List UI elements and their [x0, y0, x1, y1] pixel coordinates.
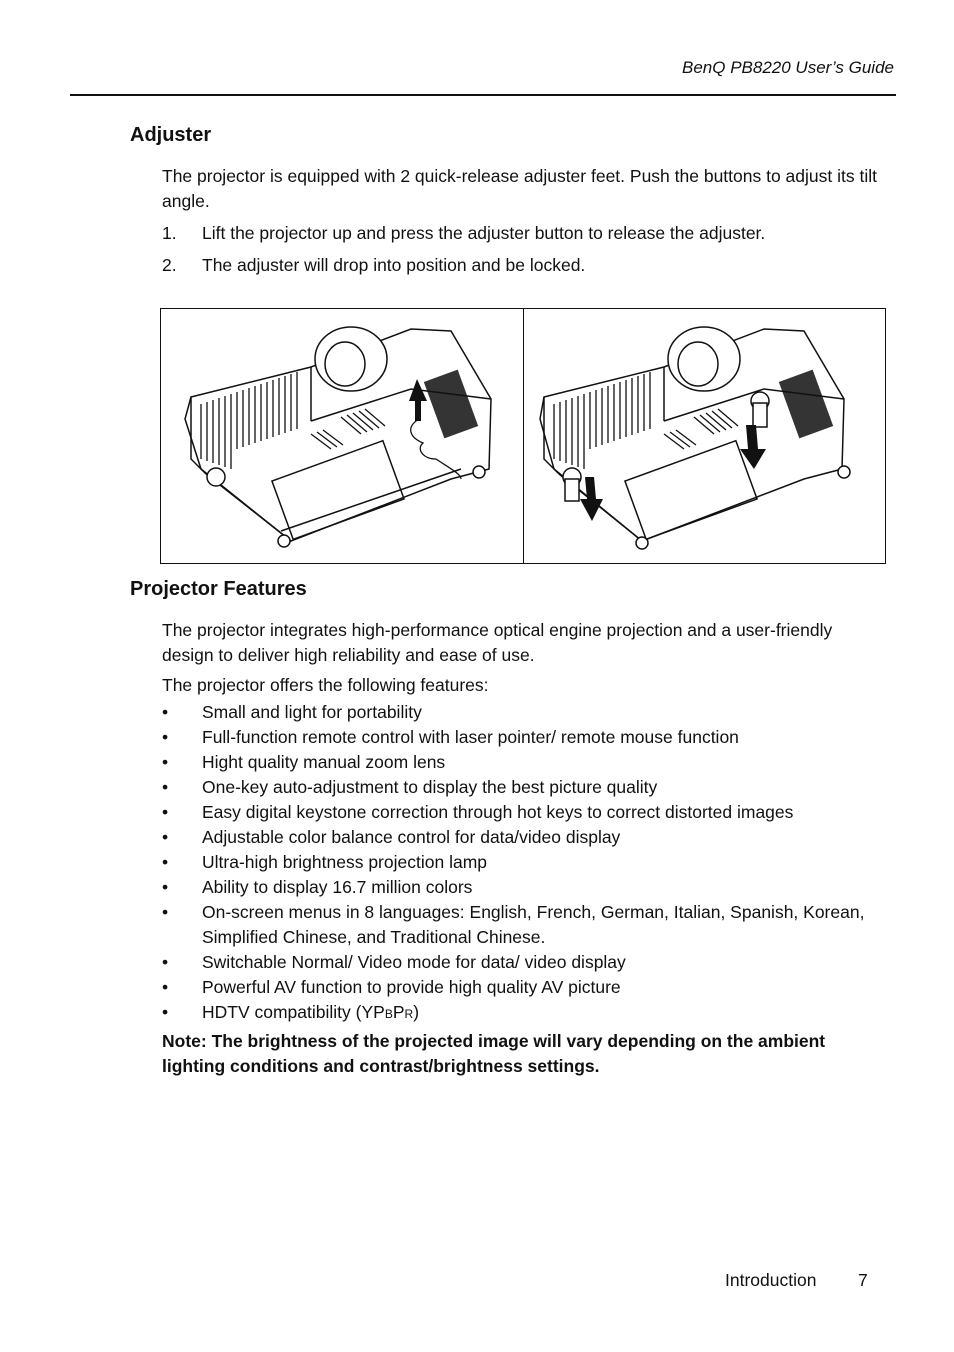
bullet: • — [162, 1002, 169, 1022]
feature-text: Ultra-high brightness projection lamp — [202, 852, 487, 872]
bullet: • — [162, 752, 169, 772]
footer-section: Introduction — [725, 1270, 817, 1290]
bullet: • — [162, 877, 169, 897]
bullet: • — [162, 852, 169, 872]
feature-text: Hight quality manual zoom lens — [202, 752, 446, 772]
features-lead: The projector offers the following features: — [162, 675, 489, 695]
page-number: 7 — [858, 1270, 868, 1290]
brightness-note: Note: The brightness of the projected image will vary depending on the ambient lighting conditions and contrast/brightness settings. — [162, 1031, 826, 1076]
bullet: • — [162, 977, 169, 997]
step-text: The adjuster will drop into position and be locked. — [202, 255, 586, 275]
feature-text: Full-function remote control with laser pointer/ remote mouse function — [202, 727, 739, 747]
bullet: • — [162, 777, 169, 797]
bullet: • — [162, 802, 169, 822]
header-title: BenQ PB8220 User’s Guide — [682, 58, 894, 77]
feature-text-hdtv: HDTV compatibility (YPBPR) — [202, 1002, 420, 1022]
bullet: • — [162, 702, 169, 722]
features-heading: Projector Features — [130, 578, 307, 600]
feature-text: Ability to display 16.7 million colors — [202, 877, 473, 897]
bullet: • — [162, 902, 169, 922]
feature-text: Easy digital keystone correction through hot keys to correct distorted images — [202, 802, 794, 822]
adjuster-heading: Adjuster — [130, 124, 212, 146]
step-number: 1. — [162, 223, 177, 243]
step-number: 2. — [162, 255, 177, 275]
feature-text: Small and light for portability — [202, 702, 422, 722]
step-text: Lift the projector up and press the adjuster button to release the adjuster. — [202, 223, 766, 243]
bullet: • — [162, 827, 169, 847]
header-rule — [70, 94, 896, 96]
feature-text: Powerful AV function to provide high quality AV picture — [202, 977, 621, 997]
adjuster-illustration — [160, 308, 886, 564]
feature-text: One-key auto-adjustment to display the best picture quality — [202, 777, 658, 797]
projector-release-illustration — [161, 309, 523, 563]
feature-text: On-screen menus in 8 languages: English, French, German, Italian, Spanish, Korean, Simplified Chinese, and Traditional Chinese. — [202, 902, 865, 947]
adjuster-intro: The projector is equipped with 2 quick-release adjuster feet. Push the buttons to adjust its tilt angle. — [162, 166, 877, 211]
feature-text: Adjustable color balance control for data/video display — [202, 827, 621, 847]
bullet: • — [162, 727, 169, 747]
bullet: • — [162, 952, 169, 972]
features-intro: The projector integrates high-performance optical engine projection and a user-friendly design to deliver high reliability and ease of use. — [162, 620, 833, 665]
feature-text: Switchable Normal/ Video mode for data/ video display — [202, 952, 626, 972]
projector-lock-illustration — [524, 309, 886, 563]
